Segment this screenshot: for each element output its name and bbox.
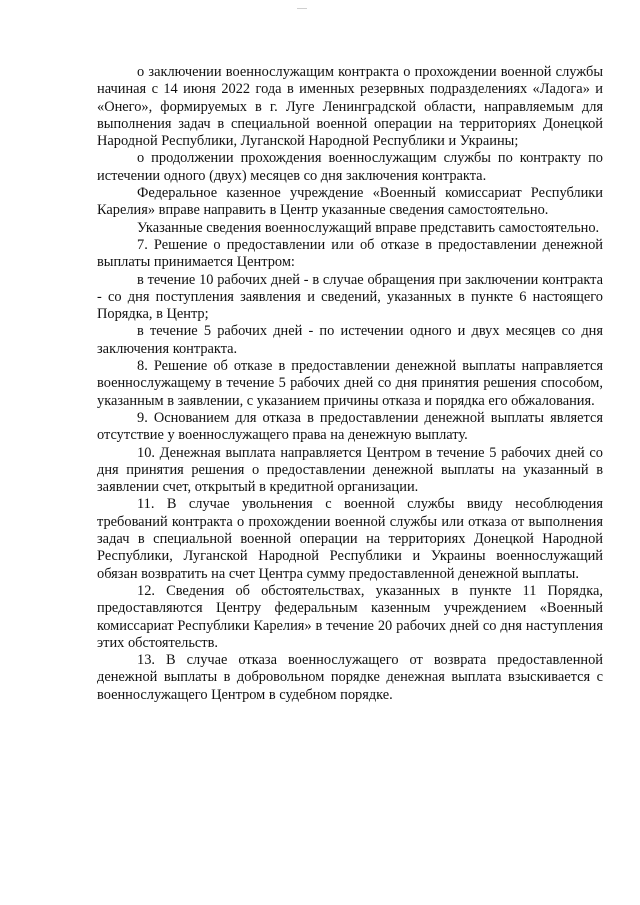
- paragraph-clause-7-term-5-days: в течение 5 рабочих дней - по истечении одного и двух месяцев со дня заключения контракта.: [97, 323, 603, 357]
- paragraph-clause-9: 9. Основанием для отказа в предоставлении денежной выплаты является отсутствие у военнослужащего права на денежную выплату.: [97, 409, 603, 444]
- paragraph-clause-7-term-10-days: в течение 10 рабочих дней - в случае обращения при заключении контракта - со дня поступления заявления и сведений, указанных в пункте 6 настоящего Порядка, в Центр;: [97, 271, 603, 323]
- paragraph-clause-12: 12. Сведения об обстоятельствах, указанных в пункте 11 Порядка, предоставляются Центру федеральным казенным учреждением «Военный комиссариат Республики Карелия» в течение 20 рабочих дней со дня наступления этих обстоятельств.: [97, 582, 603, 651]
- paragraph-clause-13: 13. В случае отказа военнослужащего от возврата предоставленной денежной выплаты в добровольном порядке денежная выплата взыскивается с военнослужащего Центром в судебном порядке.: [97, 652, 603, 703]
- paragraph-contract-conclusion: о заключении военнослужащим контракта о прохождении военной службы начиная с 14 июня 2022 года в именных резервных подразделениях «Ладога» и «Онего», формируемых в г. Луге Ленинградской области, направляемым для выполнения задач в специальной военной операции на территориях Донецкой Народной Республики, Луганской Народной Республики и Украины;: [97, 64, 603, 150]
- paragraph-clause-7: 7. Решение о предоставлении или об отказе в предоставлении денежной выплаты принимается Центром:: [97, 236, 603, 271]
- paragraph-serviceman-right: Указанные сведения военнослужащий вправе представить самостоятельно.: [137, 219, 600, 236]
- paragraph-service-continuation: о продолжении прохождения военнослужащим службы по контракту по истечении одного (двух) месяцев со дня заключения контракта.: [97, 150, 603, 184]
- document-body: [97, 64, 603, 704]
- paragraph-commissariat-right: Федеральное казенное учреждение «Военный комиссариат Республики Карелия» вправе направить в Центр указанные сведения самостоятельно.: [97, 185, 603, 219]
- page-top-mark: [297, 8, 307, 9]
- paragraph-clause-11: 11. В случае увольнения с военной службы ввиду несоблюдения требований контракта о прохождении военной службы или отказа от выполнения задач в специальной военной операции на территориях Донецкой Народной Республики, Луганской Народной Республики и Украины военнослужащий обязан возвратить на счет Центра сумму предоставленной денежной выплаты.: [97, 496, 603, 582]
- paragraph-clause-10: 10. Денежная выплата направляется Центром в течение 5 рабочих дней со дня принятия решения о предоставлении денежной выплаты на указанный в заявлении счет, открытый в кредитной организации.: [97, 444, 603, 496]
- paragraph-clause-8: 8. Решение об отказе в предоставлении денежной выплаты направляется военнослужащему в течение 5 рабочих дней со дня принятия решения способом, указанным в заявлении, с указанием причины отказа и порядка его обжалования.: [97, 358, 603, 409]
